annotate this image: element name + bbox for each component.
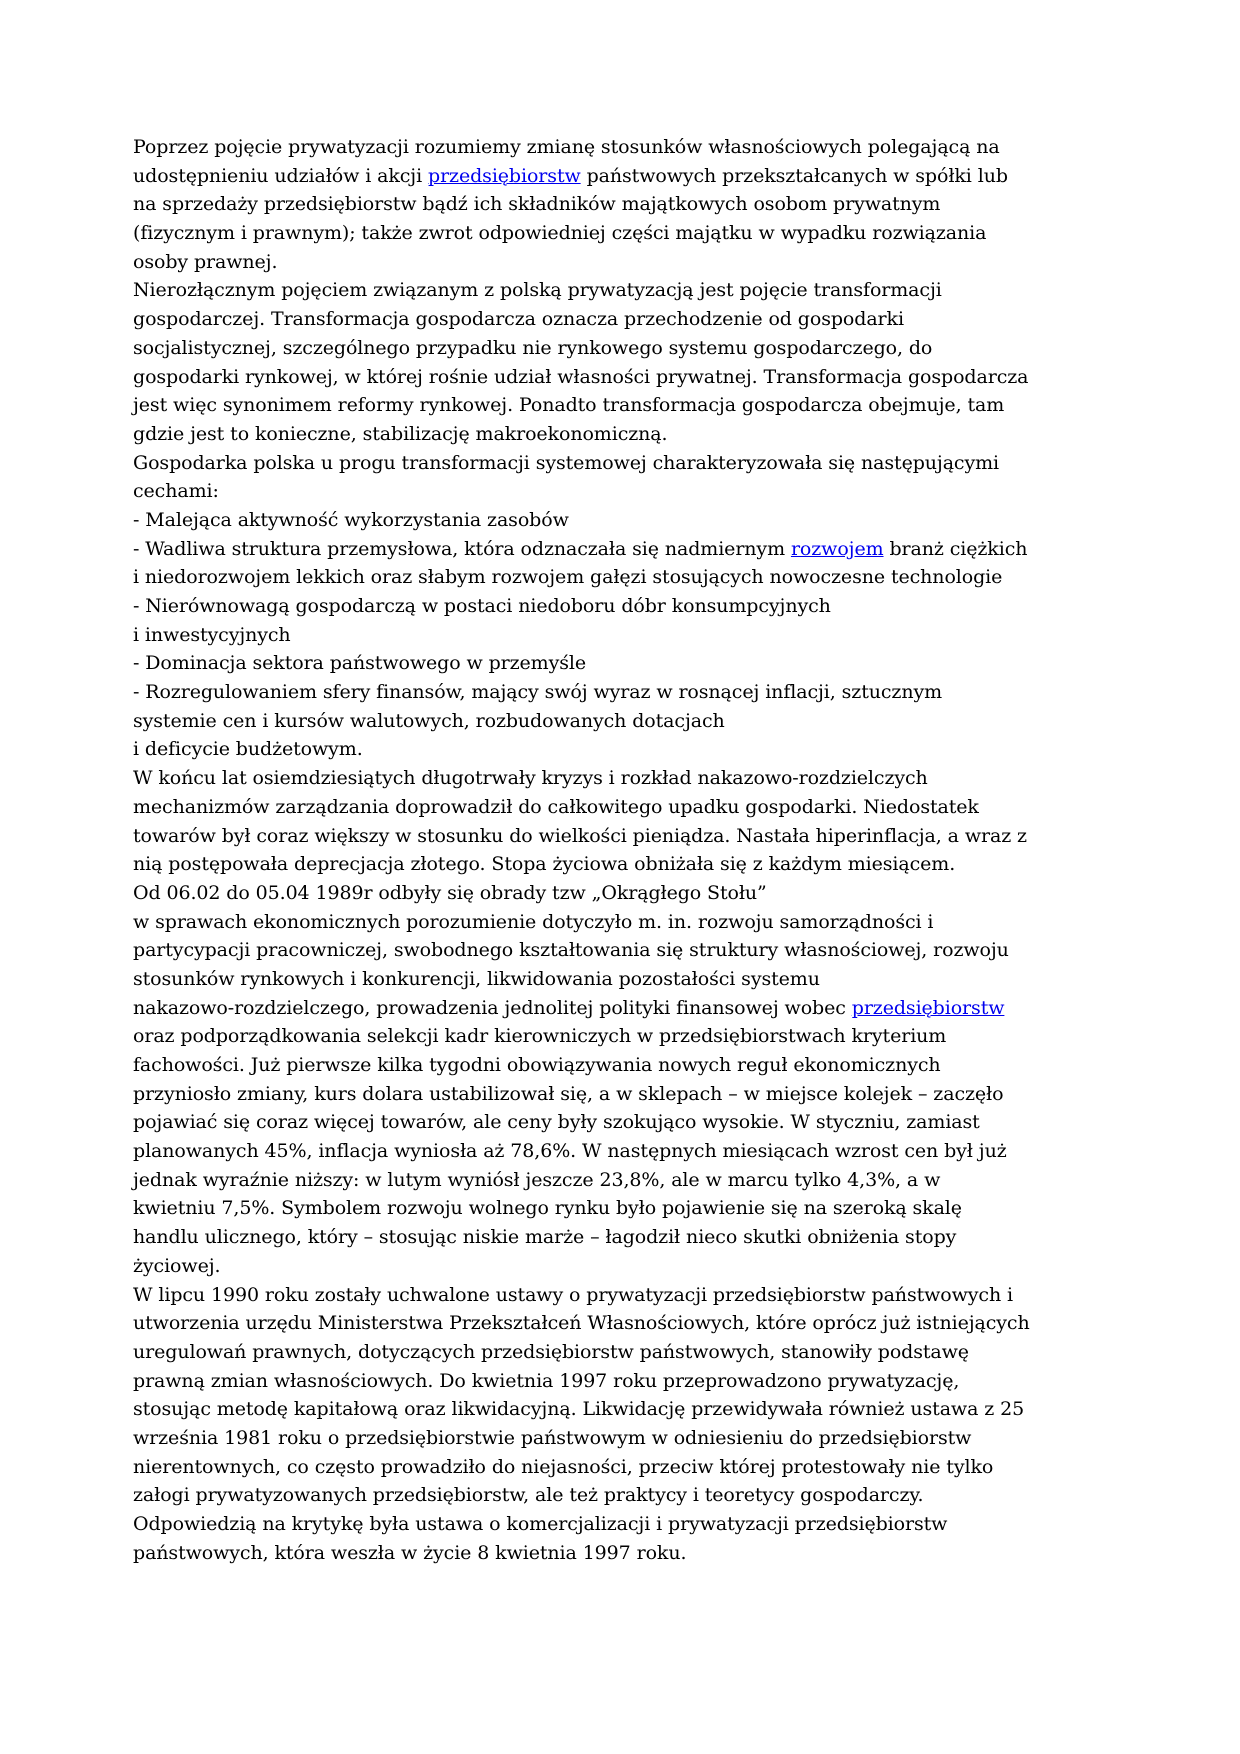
text-segment: utworzenia urzędu Ministerstwa Przekształceń Własnościowych, które oprócz już istniejących: [133, 1312, 1030, 1335]
text-line: [133, 1424, 1125, 1453]
text-line: [133, 678, 1125, 707]
text-segment: w sprawach ekonomicznych porozumienie dotyczyło m. in. rozwoju samorządności i: [133, 910, 934, 933]
text-line: [133, 1539, 1125, 1568]
text-line: [133, 1051, 1125, 1080]
link-rozwojem[interactable]: rozwojem: [790, 537, 884, 560]
text-segment: osoby prawnej.: [133, 250, 278, 273]
text-line: [133, 391, 1125, 420]
document-text: [133, 133, 1125, 1567]
text-line: [133, 477, 1125, 506]
text-line: [133, 1108, 1125, 1137]
text-line: [133, 1395, 1125, 1424]
text-segment: cechami:: [133, 480, 219, 503]
text-segment: Od 06.02 do 05.04 1989r odbyły się obrady tzw „Okrągłego Stołu”: [133, 881, 767, 904]
text-segment: gdzie jest to konieczne, stabilizację makroekonomiczną.: [133, 422, 668, 445]
text-line: [133, 1080, 1125, 1109]
text-line: [133, 1481, 1125, 1510]
text-line: [133, 219, 1125, 248]
text-line: [133, 621, 1125, 650]
text-segment: nakazowo-rozdzielczego, prowadzenia jednolitej polityki finansowej wobec: [133, 996, 852, 1019]
text-segment: - Malejąca aktywność wykorzystania zasobów: [133, 508, 569, 531]
text-segment: stosując metodę kapitałową oraz likwidacyjną. Likwidację przewidywała również ustawa z 25: [133, 1398, 1025, 1421]
text-segment: września 1981 roku o przedsiębiorstwie państwowym w odniesieniu do przedsiębiorstw: [133, 1426, 972, 1449]
text-line: [133, 908, 1125, 937]
text-line: [133, 162, 1125, 191]
text-segment: kwietniu 7,5%. Symbolem rozwoju wolnego rynku było pojawienie się na szeroką skalę: [133, 1197, 962, 1220]
text-line: [133, 133, 1125, 162]
text-segment: - Nierównowagą gospodarczą w postaci niedoboru dóbr konsumpcyjnych: [133, 595, 831, 617]
text-segment: oraz podporządkowania selekcji kadr kierowniczych w przedsiębiorstwach kryterium: [133, 1025, 947, 1048]
text-line: [133, 1510, 1125, 1539]
text-line: [133, 1453, 1125, 1482]
text-line: [133, 994, 1125, 1023]
text-segment: państwowych przekształcanych w spółki lub: [580, 164, 1008, 187]
text-segment: życiowej.: [133, 1254, 221, 1277]
text-line: [133, 1309, 1125, 1338]
text-segment: prawną zmian własnościowych. Do kwietnia 1997 roku przeprowadzono prywatyzację,: [133, 1369, 960, 1392]
text-segment: nierentownych, co często prowadziło do niejasności, przeciw której protestowały nie tylko: [133, 1455, 994, 1478]
text-line: [133, 506, 1125, 535]
text-segment: na sprzedaży przedsiębiorstw bądź ich składników majątkowych osobom prywatnym: [133, 193, 941, 216]
text-line: [133, 735, 1125, 764]
text-segment: państwowych, która weszła w życie 8 kwietnia 1997 roku.: [133, 1541, 687, 1564]
text-segment: mechanizmów zarządzania doprowadził do całkowitego upadku gospodarki. Niedostatek: [133, 795, 979, 818]
text-segment: i niedorozwojem lekkich oraz słabym rozwojem gałęzi stosujących nowoczesne technologie: [133, 566, 1003, 589]
text-segment: stosunków rynkowych i konkurencji, likwidowania pozostałości systemu: [133, 967, 820, 990]
text-segment: gospodarczej. Transformacja gospodarcza oznacza przechodzenie od gospodarki: [133, 308, 904, 331]
text-line: [133, 1137, 1125, 1166]
text-segment: handlu ulicznego, który – stosując niskie marże – łagodził nieco skutki obniżenia stopy: [133, 1226, 957, 1249]
text-line: [133, 1281, 1125, 1310]
text-line: [133, 563, 1125, 592]
text-line: [133, 334, 1125, 363]
text-line: [133, 1166, 1125, 1195]
text-line: [133, 879, 1125, 908]
link-przedsiebiorstw-2[interactable]: przedsiębiorstw: [851, 996, 1005, 1019]
text-segment: i deficycie budżetowym.: [133, 738, 363, 761]
text-line: [133, 707, 1125, 736]
text-segment: W końcu lat osiemdziesiątych długotrwały kryzys i rozkład nakazowo-rozdzielczych: [133, 767, 928, 790]
text-line: [133, 190, 1125, 219]
text-segment: pojawiać się coraz więcej towarów, ale ceny były szokująco wysokie. W styczniu, zamiast: [133, 1111, 980, 1134]
text-segment: socjalistycznej, szczególnego przypadku nie rynkowego systemu gospodarczego, do: [133, 336, 933, 359]
text-segment: fachowości. Już pierwsze kilka tygodni obowiązywania nowych reguł ekonomicznych: [133, 1054, 941, 1076]
text-line: [133, 649, 1125, 678]
text-segment: (fizycznym i prawnym); także zwrot odpowiedniej części majątku w wypadku rozwiązania: [133, 222, 987, 245]
text-line: [133, 276, 1125, 305]
text-segment: gospodarki rynkowej, w której rośnie udział własności prywatnej. Transformacja gospodarcza: [133, 365, 1029, 388]
text-segment: - Rozregulowaniem sfery finansów, mający swój wyraz w rosnącej inflacji, sztucznym: [133, 681, 943, 704]
text-segment: jest więc synonimem reformy rynkowej. Ponadto transformacja gospodarcza obejmuje, tam: [133, 394, 1005, 417]
text-line: [133, 1223, 1125, 1252]
text-line: [133, 764, 1125, 793]
text-segment: systemie cen i kursów walutowych, rozbudowanych dotacjach: [133, 709, 725, 732]
text-line: [133, 822, 1125, 851]
text-segment: - Dominacja sektora państwowego w przemyśle: [133, 652, 587, 675]
text-line: [133, 449, 1125, 478]
text-line: [133, 535, 1125, 564]
text-segment: i inwestycyjnych: [133, 623, 291, 646]
link-przedsiebiorstw-1[interactable]: przedsiębiorstw: [428, 164, 581, 187]
text-line: [133, 936, 1125, 965]
text-segment: przyniosło zmiany, kurs dolara ustabilizował się, a w sklepach – w miejsce kolejek – zaczęło: [133, 1082, 1004, 1105]
text-segment: planowanych 45%, inflacja wyniosła aż 78,6%. W następnych miesiącach wzrost cen był już: [133, 1140, 1007, 1163]
text-segment: Nierozłącznym pojęciem związanym z polską prywatyzacją jest pojęcie transformacji: [133, 279, 942, 302]
text-segment: nią postępowała deprecjacja złotego. Stopa życiowa obniżała się z każdym miesiącem.: [133, 853, 956, 876]
text-segment: towarów był coraz większy w stosunku do wielkości pieniądza. Nastała hiperinflacja, a wraz z: [133, 824, 1027, 847]
text-line: [133, 592, 1125, 621]
text-line: [133, 965, 1125, 994]
text-segment: - Wadliwa struktura przemysłowa, która odznaczała się nadmiernym: [133, 537, 791, 560]
text-segment: załogi prywatyzowanych przedsiębiorstw, ale też praktycy i teoretycy gospodarczy.: [133, 1484, 924, 1507]
text-segment: Gospodarka polska u progu transformacji systemowej charakteryzowała się następującymi: [133, 451, 1000, 474]
text-segment: branż ciężkich: [883, 537, 1028, 560]
text-segment: uregulowań prawnych, dotyczących przedsiębiorstw państwowych, stanowiły podstawę: [133, 1340, 969, 1363]
text-line: [133, 305, 1125, 334]
text-line: [133, 363, 1125, 392]
text-segment: partycypacji pracowniczej, swobodnego kształtowania się struktury własnościowej, rozwoju: [133, 939, 1009, 962]
text-segment: Odpowiedzią na krytykę była ustawa o komercjalizacji i prywatyzacji przedsiębiorstw: [133, 1513, 948, 1535]
text-line: [133, 1022, 1125, 1051]
text-line: [133, 1194, 1125, 1223]
text-segment: Poprzez pojęcie prywatyzacji rozumiemy zmianę stosunków własnościowych polegającą na: [133, 136, 1000, 158]
text-line: [133, 1367, 1125, 1396]
text-line: [133, 420, 1125, 449]
text-line: [133, 850, 1125, 879]
text-line: [133, 793, 1125, 822]
text-line: [133, 1338, 1125, 1367]
text-line: [133, 248, 1125, 277]
text-line: [133, 1252, 1125, 1281]
text-segment: jednak wyraźnie niższy: w lutym wyniósł jeszcze 23,8%, ale w marcu tylko 4,3%, a w: [133, 1168, 941, 1191]
text-segment: W lipcu 1990 roku zostały uchwalone ustawy o prywatyzacji przedsiębiorstw państwowych i: [133, 1283, 1014, 1306]
text-segment: udostępnieniu udziałów i akcji: [133, 164, 428, 187]
